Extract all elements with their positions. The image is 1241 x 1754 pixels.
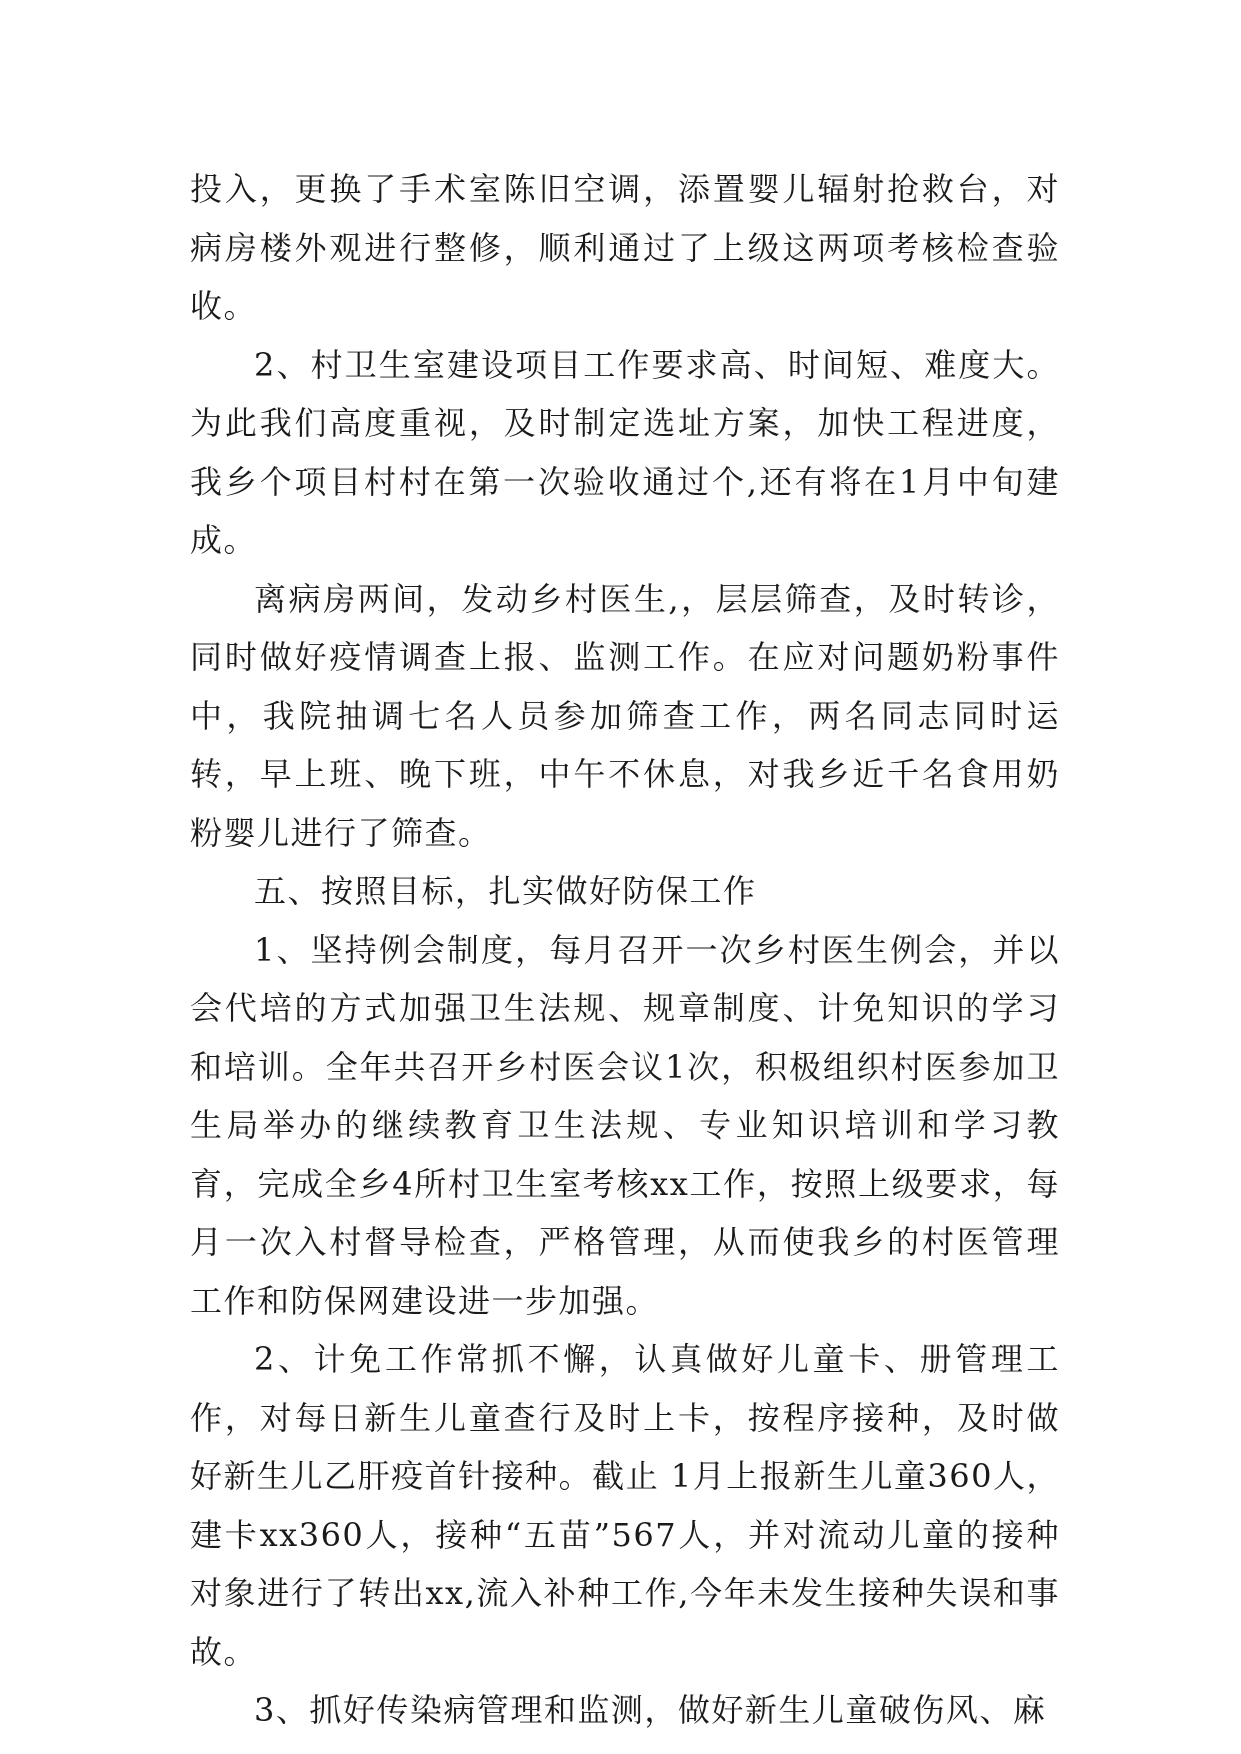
paragraph-regular-meetings: 1、坚持例会制度，每月召开一次乡村医生例会，并以会代培的方式加强卫生法规、规章制度、计免知识的学习和培训。全年共召开乡村医会议1次，积极组织村医参加卫生局举办的继续教育卫生法规、专业知识培训和学习教育，完成全乡4所村卫生室考核xx工作，按照上级要求，每月一次入村督导检查，严格管理，从而使我乡的村医管理工作和防保网建设进一步加强。: [190, 930, 1060, 1320]
document-body: [190, 160, 1060, 1740]
paragraph-village-clinic-construction: 2、村卫生室建设项目工作要求高、时间短、难度大。为此我们高度重视，及时制定选址方案，加快工程进度，我乡个项目村村在第一次验收通过个,还有将在1月中旬建成。: [190, 345, 1060, 559]
section-heading-prevention: 五、按照目标，扎实做好防保工作: [254, 872, 757, 910]
paragraph-equipment-investment: 投入，更换了手术室陈旧空调，添置婴儿辐射抢救台，对病房楼外观进行整修，顺利通过了上级这两项考核检查验收。: [190, 170, 1060, 325]
paragraph-infectious-disease: 3、抓好传染病管理和监测，做好新生儿童破伤风、麻: [254, 1691, 1047, 1729]
paragraph-screening-work: 离病房两间，发动乡村医生,，层层筛查，及时转诊，同时做好疫情调查上报、监测工作。在应对问题奶粉事件中，我院抽调七名人员参加筛查工作，两名同志同时运转，早上班、晚下班，中午不休息，对我乡近千名食用奶粉婴儿进行了筛查。: [190, 579, 1060, 852]
paragraph-immunization-work: 2、计免工作常抓不懈，认真做好儿童卡、册管理工作，对每日新生儿童查行及时上卡，按程序接种，及时做好新生儿乙肝疫首针接种。截止 1月上报新生儿童360人，建卡xx360人，接种“五苗”567人，并对流动儿童的接种对象进行了转出xx,流入补种工作,今年未发生接种失误和事故。: [190, 1340, 1060, 1671]
